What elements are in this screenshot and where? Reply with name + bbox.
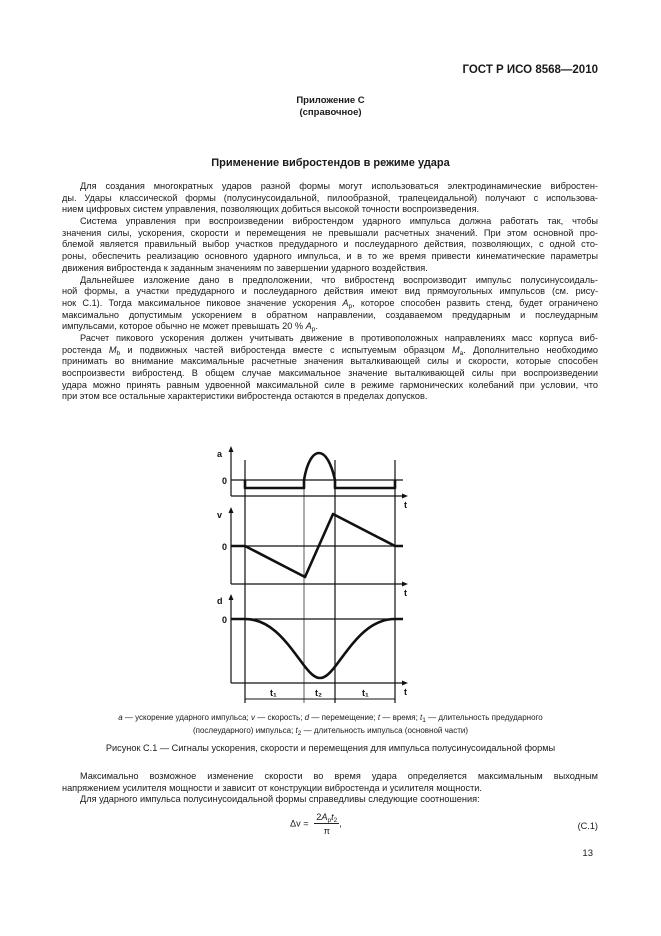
formula-tail: , (339, 818, 342, 829)
math-var: A (342, 297, 349, 308)
equation-number: (С.1) (577, 821, 598, 831)
math-var: A (305, 321, 312, 332)
text-span: . Дополнительно необходимо (463, 344, 598, 355)
math-sub: 2 (297, 730, 302, 737)
label-t2: t₂ (315, 688, 322, 698)
text-line: Система управления при воспроизведении вибростендом ударного импульса должна работать так, чтобы (80, 216, 598, 227)
text-line: принимать во внимание максимальные расчетные значения выталкивающей силы и скорости, которые способен (62, 356, 598, 367)
body-text-bottom (62, 771, 598, 806)
text-span: — длительность предударного (425, 713, 543, 722)
text-line: Расчет пикового ускорения должен учитывать движение в противоположных направлениях масс корпуса виб- (80, 332, 598, 343)
math-var: t (331, 812, 334, 822)
text-span: — время; (380, 713, 421, 722)
formula-lhs: Δv = (290, 818, 312, 829)
math-sub: b (116, 349, 121, 357)
text-span: — скорость; (255, 713, 305, 722)
math-var: A (321, 812, 328, 822)
label-t: t (404, 500, 407, 510)
label-t: t (404, 687, 407, 697)
text-line: удара можно принять равным удвоенной максимальной силе в режиме гармонических колебаний при условии, что (62, 379, 598, 390)
math-var: t (377, 713, 381, 722)
text-span: ростенда (62, 344, 109, 355)
math-var: t (420, 713, 423, 722)
text-span: импульсами, которое обычно не может превышать 20 % (62, 321, 306, 332)
text-span: нок С.1). Тогда максимальное пиковое значение ускорения (62, 297, 343, 308)
text-line: Дальнейшее изложение дано в предположении, что вибростенд воспроизводит импульс полусинусоидаль- (80, 274, 598, 285)
math-var: d (304, 713, 310, 722)
legend-line (0, 711, 661, 724)
text-line: Для создания многократных ударов разной формы могут использоваться электродинамические вибростен- (80, 181, 598, 191)
text-line: ды. Удары классической формы (полусинусоидальной, пилообразной, трапецеидальной) получают с использова- (62, 192, 598, 203)
legend-line (0, 724, 661, 737)
label-d: d (217, 596, 223, 606)
math-sub: p (327, 817, 332, 824)
appendix-title: Приложение С (296, 95, 365, 106)
label-zero: 0 (222, 542, 228, 552)
text-span: и подвижных частей вибростенда вместе с испытуемым образцом (120, 344, 453, 355)
text-line: нием цифровых систем управления, позволяющих добиться высокой точности воспроизведения. (62, 204, 480, 215)
text-line: движения вибростенда к заданным значениям по завершении ударного воздействия. (62, 262, 428, 273)
text-line: при этом все остальные характеристики вибростенда остаются в пределах допусков. (62, 391, 428, 402)
label-zero: 0 (222, 615, 228, 625)
text-span: — ускорение ударного импульса; (122, 713, 251, 722)
label-a: a (217, 449, 223, 459)
axis-arrows (229, 446, 409, 686)
formula-fraction (314, 812, 339, 836)
text-line: роны, обеспечить реализацию основного ударного импульса, и в то же время привести кинематические параметры (62, 251, 598, 262)
math-sub: 2 (333, 817, 338, 824)
acceleration-signal (245, 453, 395, 488)
math-sub: p (311, 326, 316, 333)
math-var: v (251, 713, 255, 722)
formula-numerator (314, 812, 339, 824)
formula-c1 (290, 812, 342, 836)
math-var: M (452, 344, 460, 355)
math-var: t (295, 726, 298, 735)
page-number: 13 (582, 848, 593, 859)
formula-denominator: π (323, 826, 330, 836)
text-span: — перемещение; (309, 713, 378, 722)
math-var: a (118, 713, 123, 722)
figure-legend (0, 711, 661, 737)
text-line: Для ударного импульса полусинусоидальной формы справедливы следующие соотношения: (80, 794, 480, 805)
text-line: значения силы, ускорения, скорости и перемещения не превышали расчетных значений. При этом основной про- (62, 227, 598, 238)
section-title: Применение вибростендов в режиме удара (211, 157, 450, 169)
text-line: блемой является правильный выбор участков предударного и послеударного действия, позволяющих, с одной сто- (62, 239, 598, 250)
text-span: (послеударного) импульса; (192, 726, 296, 735)
label-zero: 0 (222, 476, 228, 486)
label-t1: t₁ (270, 688, 277, 698)
appendix-note: (справочное) (299, 107, 362, 118)
text-line: воспроизвести вибростенд. В общем случае максимальное значение выталкивающей силы при воспроизведении (62, 368, 598, 378)
text-line: максимально допустимым ускорением в обратном направлении, создаваемом предударным и послеударным (62, 309, 598, 320)
label-t: t (404, 588, 407, 598)
math-var: M (108, 344, 117, 355)
text-line: напряжением усилителя мощности и зависит от конструкции вибростенда и усилителя мощности. (62, 782, 482, 793)
text-line: ной формы, а участки предударного и послеударного действия имеют вид прямоугольных импульсов (см. рису- (62, 286, 598, 297)
document-id: ГОСТ Р ИСО 8568—2010 (462, 64, 598, 76)
text-span: — длительность импульса (основной части) (301, 726, 469, 735)
label-v: v (217, 510, 223, 520)
label-t1: t₁ (362, 688, 369, 698)
math-sub: 1 (422, 717, 426, 724)
displacement-signal (231, 619, 403, 678)
text-line: Максимально возможное изменение скорости во время удара определяется максимальным выходным (80, 771, 598, 781)
figure-caption: Рисунок С.1 — Сигналы ускорения, скорости и перемещения для импульса полусинусоидальной формы (105, 743, 556, 753)
text-span: 2 (316, 812, 322, 822)
text-span: , которое способен развить стенд, будет ограничено (352, 297, 598, 308)
text-span: . (315, 321, 318, 332)
math-sub: p (348, 302, 353, 310)
math-sub: a (459, 349, 464, 357)
